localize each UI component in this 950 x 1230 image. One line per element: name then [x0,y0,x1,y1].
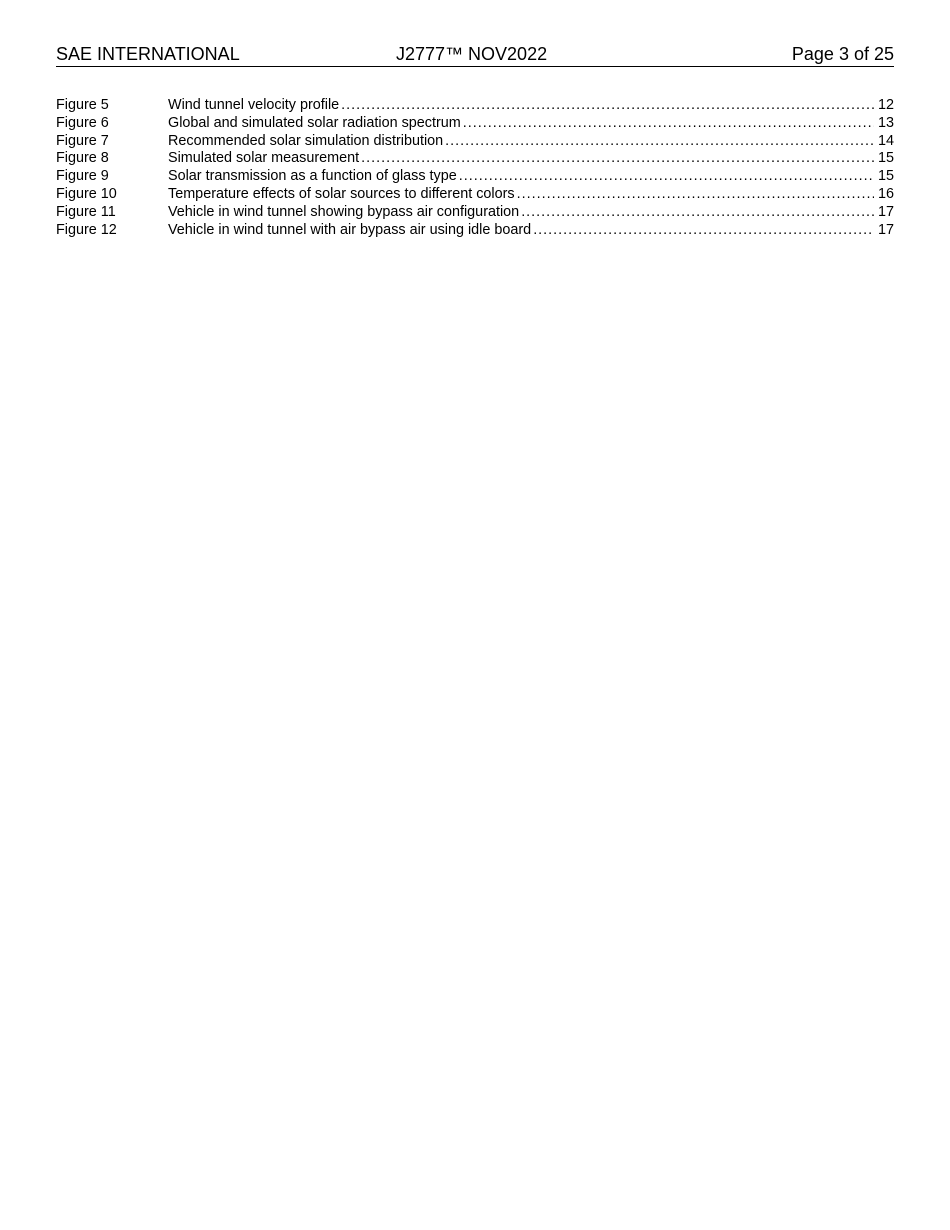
list-item[interactable] [56,222,894,240]
figure-entry [168,168,894,186]
dot-leader [341,97,874,115]
figure-page-number: 16 [874,186,894,204]
figure-label: Figure 11 [56,203,116,220]
list-item[interactable] [56,115,894,133]
figure-entry [168,115,894,133]
dot-leader [463,115,874,133]
list-item[interactable] [56,204,894,222]
figure-title: Global and simulated solar radiation spectrum [168,114,461,131]
figure-page-number: 15 [874,168,894,186]
dot-leader [361,150,874,168]
figure-page-number: 14 [874,133,894,151]
list-of-figures [56,97,894,239]
figure-title: Vehicle in wind tunnel with air bypass air using idle board [168,221,532,238]
figure-title: Vehicle in wind tunnel showing bypass air configuration [168,203,520,220]
figure-label: Figure 8 [56,150,109,167]
figure-page-number: 17 [874,222,894,240]
figure-entry [168,97,894,115]
figure-title: Temperature effects of solar sources to different colors [168,185,515,202]
dot-leader [533,222,874,240]
figure-label: Figure 10 [56,185,117,202]
header-page-indicator: Page 3 of 25 [791,44,894,64]
figure-page-number: 13 [874,115,894,133]
figure-label: Figure 6 [56,114,109,131]
dot-leader [445,133,874,151]
dot-leader [517,186,874,204]
figure-label: Figure 7 [56,132,109,149]
page-header [56,42,894,67]
list-item[interactable] [56,97,894,115]
list-item[interactable] [56,168,894,186]
figure-entry [168,150,894,168]
dot-leader [521,204,874,222]
figure-title: Solar transmission as a function of glass type [168,168,457,185]
figure-label: Figure 12 [56,221,117,238]
figure-entry [168,186,894,204]
figure-label: Figure 5 [56,97,109,113]
figure-title: Simulated solar measurement [168,150,360,167]
figure-page-number: 12 [874,97,894,115]
figure-entry [168,222,894,240]
figure-title: Recommended solar simulation distribution [168,132,444,149]
figure-entry [168,204,894,222]
list-item[interactable] [56,133,894,151]
figure-label: Figure 9 [56,168,109,185]
dot-leader [459,168,874,186]
list-item[interactable] [56,186,894,204]
figure-entry [168,133,894,151]
figure-page-number: 17 [874,204,894,222]
list-item[interactable] [56,150,894,168]
figure-page-number: 15 [874,150,894,168]
header-organization: SAE INTERNATIONAL [56,44,240,64]
figure-title: Wind tunnel velocity profile [168,97,340,113]
header-document-id: J2777™ NOV2022 [396,44,548,64]
